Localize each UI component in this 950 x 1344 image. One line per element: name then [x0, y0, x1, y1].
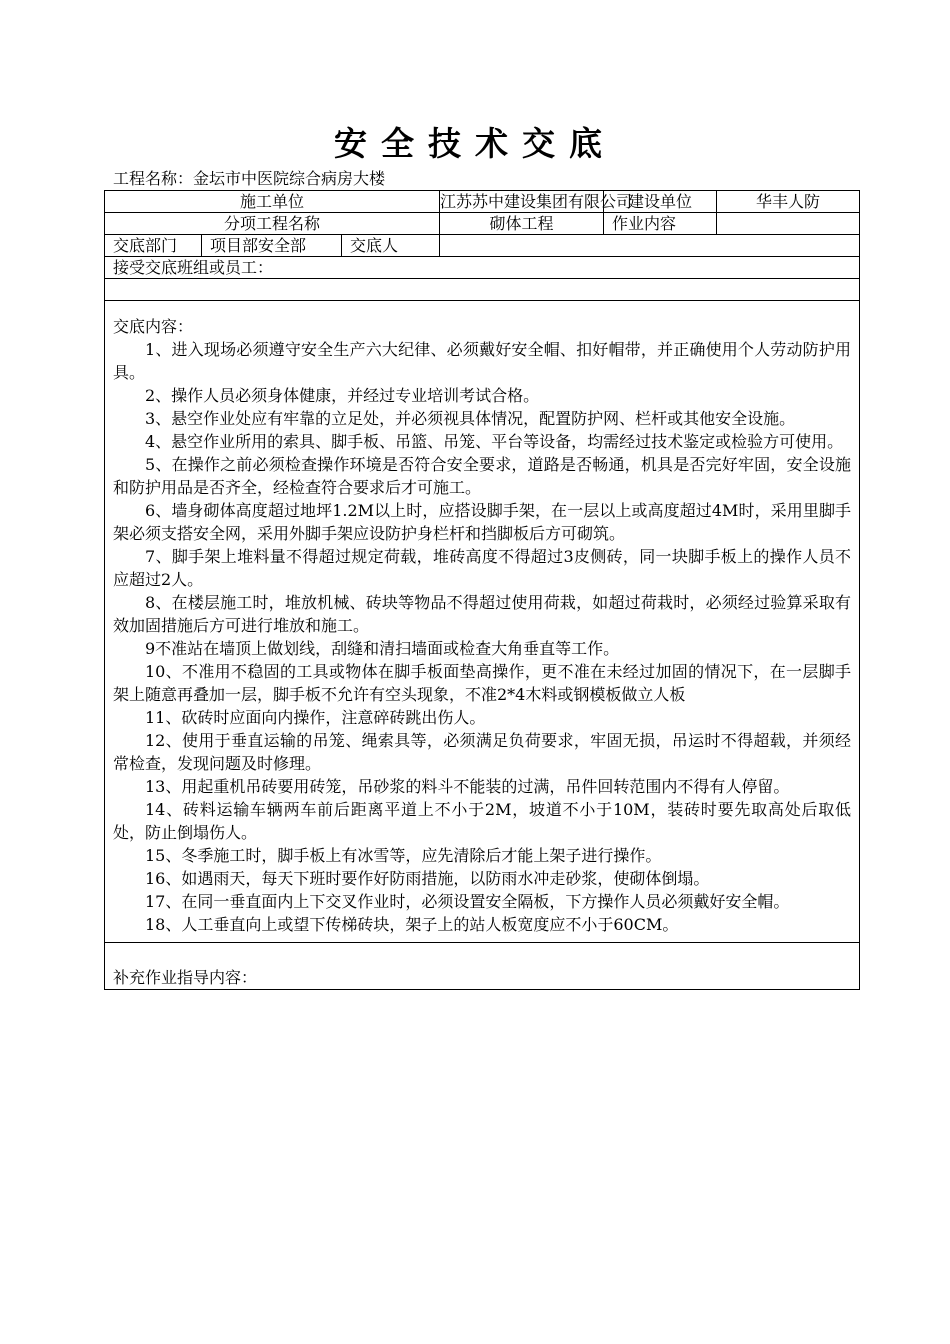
- empty-row-cell: [105, 279, 860, 301]
- work-content-value-cell: [717, 213, 860, 235]
- content-item-4: 4、悬空作业所用的索具、脚手板、吊篮、吊笼、平台等设备，均需经过技术鉴定或检验方可使用。: [145, 432, 844, 451]
- row-2: [105, 213, 860, 235]
- row-content: [105, 301, 860, 943]
- content-item-3: 3、悬空作业处应有牢靠的立足处，并必须视具体情况，配置防护网、栏杆或其他安全设施。: [145, 409, 796, 428]
- project-name-label: 工程名称：: [113, 169, 194, 188]
- construction-unit-label-cell: 施工单位: [105, 191, 440, 213]
- person-value-cell: [440, 235, 860, 257]
- supplement-cell: 补充作业指导内容：: [105, 943, 860, 990]
- row-3: [105, 235, 860, 257]
- content-item-16: 16、如遇雨天，每天下班时要作好防雨措施，以防雨水冲走砂浆，使砌体倒塌。: [145, 869, 710, 888]
- content-item-12: 12、使用于垂直运输的吊笼、绳索具等，必须满足负荷要求，牢固无损，吊运时不得超载，并须经常检查，发现问题及时修理。: [113, 731, 852, 773]
- project-name: [113, 169, 385, 189]
- row-5: [105, 279, 860, 301]
- document-title: 安全技术交底: [334, 124, 616, 163]
- content-item-11: 11、砍砖时应面向内操作，注意碎砖跳出伤人。: [145, 708, 486, 727]
- content-label: 交底内容：: [113, 317, 194, 336]
- sub-project-label-cell: 分项工程名称: [105, 213, 440, 235]
- row-4: [105, 257, 860, 279]
- content-item-2: 2、操作人员必须身体健康，并经过专业培训考试合格。: [145, 386, 540, 405]
- construction-unit-value-cell: 江苏苏中建设集团有限公司: [440, 192, 633, 211]
- dept-label-cell: 交底部门: [105, 235, 202, 257]
- owner-value-cell: 华丰人防: [717, 191, 860, 213]
- row-1: [105, 191, 860, 213]
- content-item-7: 7、脚手架上堆料量不得超过规定荷载，堆砖高度不得超过3皮侧砖，同一块脚手板上的操作人员不应超过2人。: [113, 547, 852, 589]
- content-item-5: 5、在操作之前必须检查操作环境是否符合安全要求，道路是否畅通，机具是否完好牢固，安全设施和防护用品是否齐全，经检查符合要求后才可施工。: [113, 455, 852, 497]
- sub-project-value-cell: 砌体工程: [440, 213, 604, 235]
- content-item-8: 8、在楼层施工时，堆放机械、砖块等物品不得超过使用荷栽，如超过荷栽时，必须经过验算采取有效加固措施后方可进行堆放和施工。: [113, 593, 852, 635]
- content-item-13: 13、用起重机吊砖要用砖笼，吊砂浆的料斗不能装的过满，吊件回转范围内不得有人停留。: [145, 777, 790, 796]
- content-item-18: 18、人工垂直向上或望下传梯砖块，架子上的站人板宽度应不小于60CM。: [145, 915, 679, 934]
- content-item-15: 15、冬季施工时，脚手板上有冰雪等，应先清除后才能上架子进行操作。: [145, 846, 662, 865]
- row-supplement: [105, 943, 860, 990]
- content-item-10: 10、不准用不稳固的工具或物体在脚手板面垫高操作，更不准在未经过加固的情况下，在一层脚手架上随意再叠加一层，脚手板不允许有空头现象，不准2*4木料或钢模板做立人板: [113, 662, 852, 704]
- dept-value-cell: 项目部安全部: [202, 235, 342, 257]
- work-content-label-cell: 作业内容: [604, 213, 717, 235]
- content-item-9: 9不准站在墙顶上做划线，刮缝和清扫墙面或检查大角垂直等工作。: [145, 639, 620, 658]
- content-cell: [105, 301, 860, 943]
- content-item-14: 14、砖料运输车辆两车前后距离平道上不小于2M，坡道不小于10M，装砖时要先取高处后取低处，防止倒塌伤人。: [113, 800, 852, 842]
- disclosure-form: [104, 190, 860, 990]
- person-label-cell: 交底人: [342, 235, 440, 257]
- owner-label-cell: 建设单位: [604, 191, 717, 213]
- recipient-label-cell: 接受交底班组或员工：: [105, 257, 860, 279]
- project-name-value: 金坛市中医院综合病房大楼: [193, 169, 386, 188]
- content-item-17: 17、在同一垂直面内上下交叉作业时，必须设置安全隔板，下方操作人员必须戴好安全帽。: [145, 892, 790, 911]
- content-item-1: 1、进入现场必须遵守安全生产六大纪律、必须戴好安全帽、扣好帽带，并正确使用个人劳动防护用具。: [113, 340, 852, 382]
- content-item-6: 6、墙身砌体高度超过地坪1.2M以上时，应搭设脚手架，在一层以上或高度超过4M时，采用里脚手架必须支搭安全网，采用外脚手架应设防护身栏杆和挡脚板后方可砌筑。: [113, 501, 852, 543]
